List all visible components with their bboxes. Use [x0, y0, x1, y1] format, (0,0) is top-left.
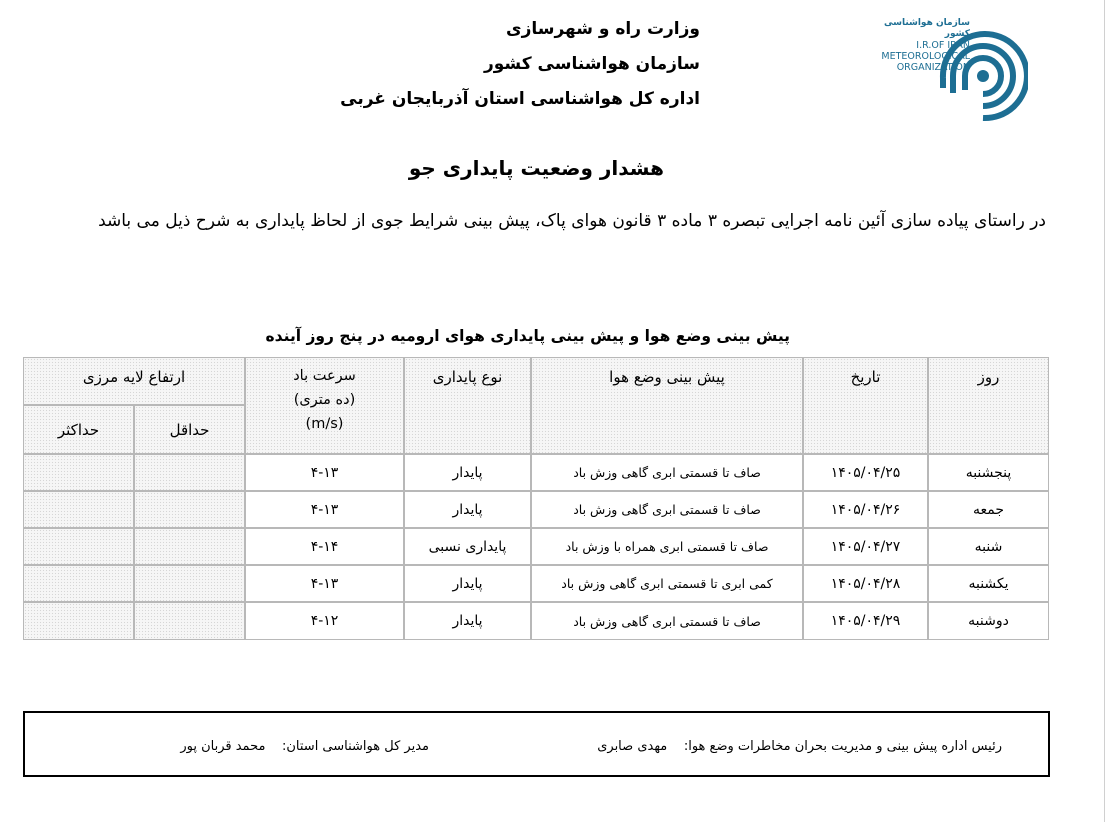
row-4-stability: پایدار — [404, 565, 531, 602]
row-4-forecast: کمی ابری تا قسمتی ابری گاهی وزش باد — [531, 565, 803, 602]
row-5-forecast: صاف تا قسمتی ابری گاهی وزش باد — [531, 602, 803, 640]
signature-box — [23, 711, 1050, 777]
header-min: حداقل — [134, 405, 245, 454]
director-label: مدیر کل هواشناسی استان: — [281, 739, 429, 754]
table-title: پیش بینی وضع هوا و پیش بینی پایداری هوای ارومیه در پنج روز آینده — [265, 327, 790, 345]
row-4-day: یکشنبه — [928, 565, 1049, 602]
logo-line-3: ORGANIZATION — [896, 62, 970, 73]
row-2-forecast: صاف تا قسمتی ابری گاهی وزش باد — [531, 491, 803, 528]
header-wind-line-2: (ده متری) — [293, 392, 356, 408]
row-4-max — [23, 565, 134, 602]
row-1-date: ۱۴۰۵/۰۴/۲۵ — [803, 454, 928, 491]
logo-name-fa: سازمان هواشناسی کشور — [883, 18, 970, 39]
row-5-stability: پایدار — [404, 602, 531, 640]
logo-spiral-icon — [938, 18, 1028, 124]
row-2-min — [134, 491, 245, 528]
director-name: محمد قربان پور — [180, 739, 266, 754]
row-1-day: پنجشنبه — [928, 454, 1049, 491]
row-4-min — [134, 565, 245, 602]
forecast-table — [23, 357, 1049, 640]
header-stability: نوع پایداری — [404, 357, 531, 454]
ministry-name: وزارت راه و شهرسازی — [505, 19, 700, 39]
header-wind-line-1: سرعت باد — [293, 368, 356, 384]
chief-label: رئیس اداره پیش بینی و مدیریت بحران مخاطرات وضع هوا: — [683, 739, 1002, 754]
meteorological-organization-logo — [858, 14, 1033, 126]
row-3-day: شنبه — [928, 528, 1049, 565]
row-1-min — [134, 454, 245, 491]
header-date: تاریخ — [803, 357, 928, 454]
row-1-max — [23, 454, 134, 491]
department-name: اداره کل هواشناسی استان آذربایجان غربی — [340, 89, 700, 109]
row-5-max — [23, 602, 134, 640]
header-boundary-layer: ارتفاع لایه مرزی — [23, 357, 245, 405]
row-3-wind: ۴-۱۴ — [245, 528, 404, 565]
header-max: حداکثر — [23, 405, 134, 454]
row-2-date: ۱۴۰۵/۰۴/۲۶ — [803, 491, 928, 528]
row-2-wind: ۴-۱۳ — [245, 491, 404, 528]
row-3-min — [134, 528, 245, 565]
letterhead — [200, 12, 700, 117]
row-3-max — [23, 528, 134, 565]
chief-name: مهدی صابری — [597, 739, 668, 754]
logo-line-2: METEOROLOGICAL — [881, 51, 970, 62]
row-4-date: ۱۴۰۵/۰۴/۲۸ — [803, 565, 928, 602]
document-title: هشدار وضعیت پایداری جو — [408, 156, 664, 180]
row-5-min — [134, 602, 245, 640]
row-1-wind: ۴-۱۳ — [245, 454, 404, 491]
row-3-date: ۱۴۰۵/۰۴/۲۷ — [803, 528, 928, 565]
row-2-day: جمعه — [928, 491, 1049, 528]
row-2-max — [23, 491, 134, 528]
row-5-wind: ۴-۱۲ — [245, 602, 404, 640]
header-day: روز — [928, 357, 1049, 454]
intro-paragraph: در راستای پیاده سازی آئین نامه اجرایی تبصره ۳ ماده ۳ قانون هوای پاک، پیش بینی شرایط جوی از لحاظ پایداری به شرح ذیل می باشد — [98, 211, 1046, 231]
row-1-stability: پایدار — [404, 454, 531, 491]
chief-signature — [542, 739, 1002, 754]
row-1-forecast: صاف تا قسمتی ابری گاهی وزش باد — [531, 454, 803, 491]
row-4-wind: ۴-۱۳ — [245, 565, 404, 602]
organization-name: سازمان هواشناسی کشور — [483, 54, 700, 74]
header-wind-speed — [245, 357, 404, 454]
header-forecast: پیش بینی وضع هوا — [531, 357, 803, 454]
row-3-forecast: صاف تا قسمتی ابری همراه با وزش باد — [531, 528, 803, 565]
row-3-stability: پایداری نسبی — [404, 528, 531, 565]
row-5-date: ۱۴۰۵/۰۴/۲۹ — [803, 602, 928, 640]
director-signature — [129, 739, 429, 754]
header-wind-line-3: (m/s) — [305, 416, 344, 432]
row-5-day: دوشنبه — [928, 602, 1049, 640]
logo-line-1: I.R.OF IRAN — [916, 40, 970, 51]
row-2-stability: پایدار — [404, 491, 531, 528]
page-edge-line — [1104, 0, 1105, 822]
